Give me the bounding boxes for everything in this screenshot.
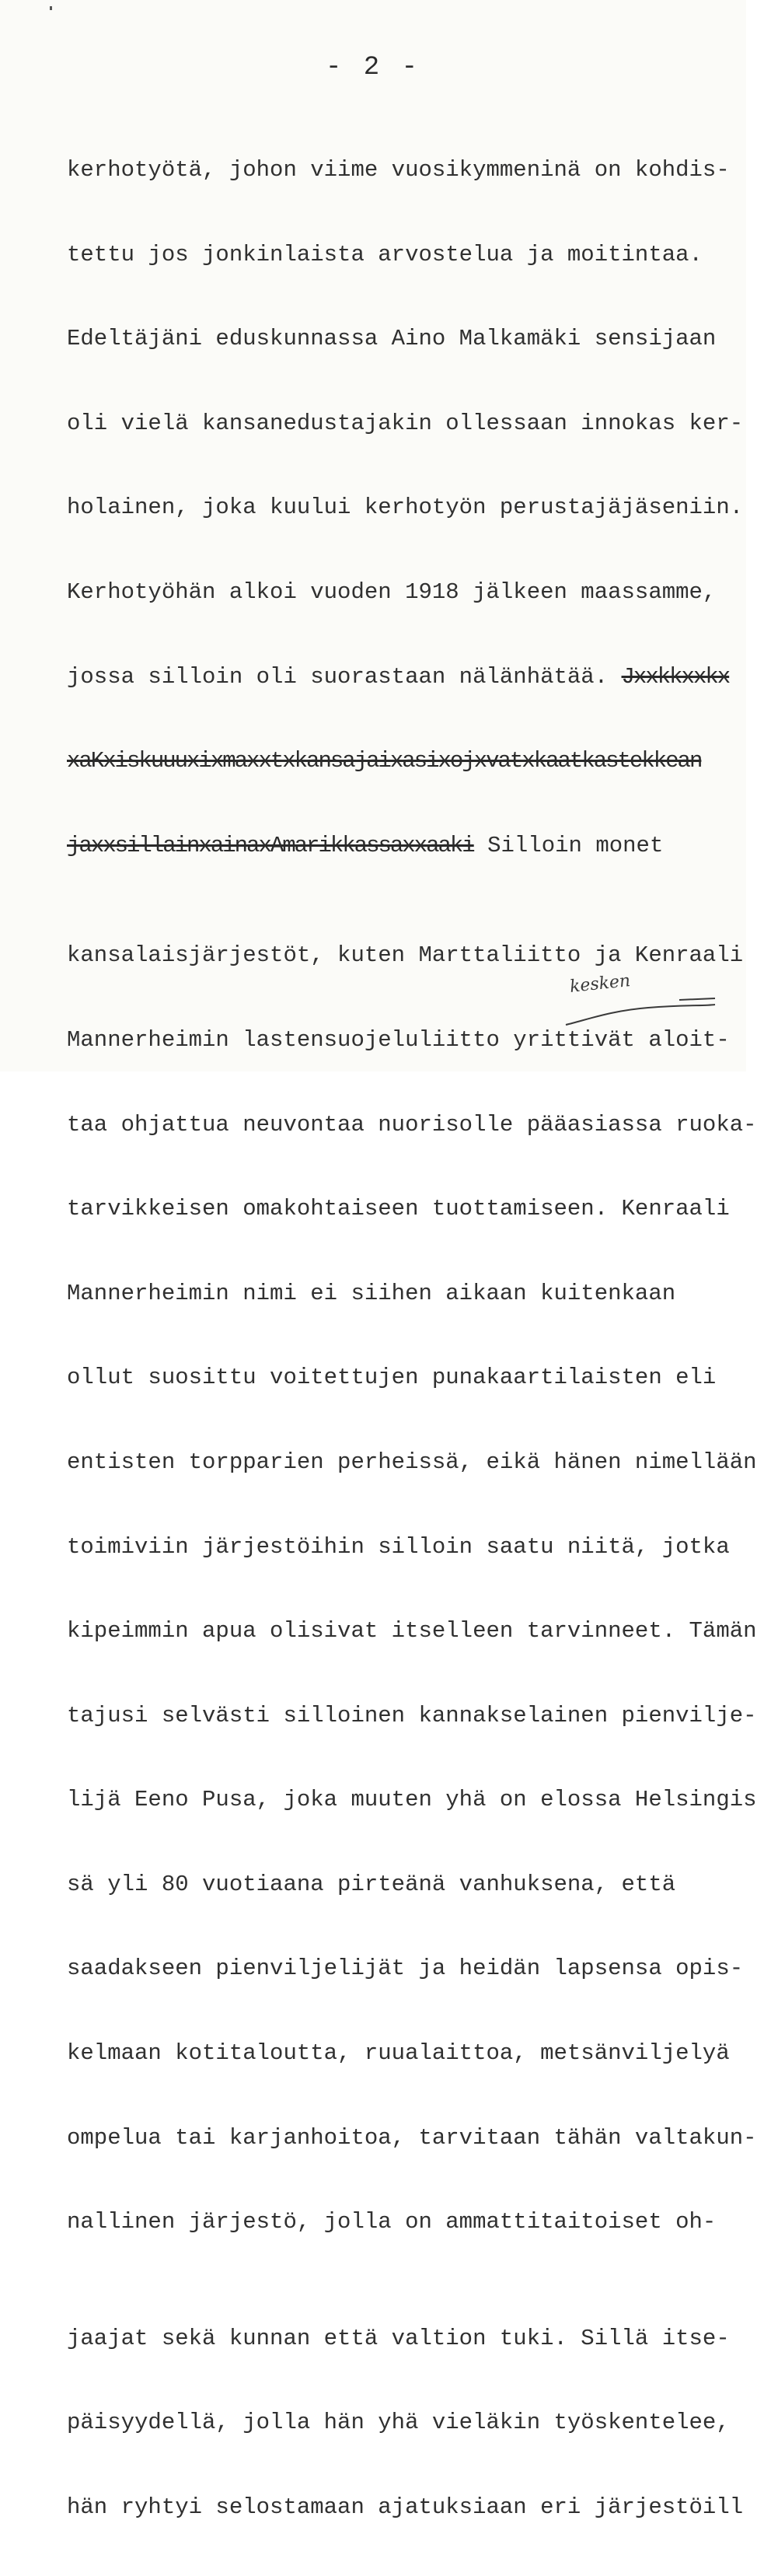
text-line: ompelua tai karjanhoitoa, tarvitaan tähän valtakun-	[67, 2124, 757, 2151]
text-line: kelmaan kotitaloutta, ruualaittoa, metsänviljelyä	[67, 2040, 730, 2067]
text-line: nallinen järjestö, jolla on ammattitaitoiset oh-	[67, 2209, 717, 2235]
text-line: tarvikkeisen omakohtaiseen tuottamiseen. Kenraali	[67, 1196, 730, 1222]
text-line: jaajat sekä kunnan että valtion tuki. Sillä itse-	[67, 2325, 730, 2351]
text-line: Kerhotyöhän alkoi vuoden 1918 jälkeen maassamme,	[67, 578, 717, 605]
corner-mark	[50, 6, 52, 10]
typed-text-body	[67, 103, 757, 2576]
text-segment: jossa silloin oli suorastaan nälänhätää.	[67, 663, 609, 690]
text-line: taa ohjattua neuvontaa nuorisolle pääasiassa ruoka-	[67, 1111, 757, 1138]
text-line: tettu jos jonkinlaista arvostelua ja moitintaa.	[67, 241, 703, 267]
text-line: kansalaisjärjestöt, kuten Marttaliitto ja Kenraali	[67, 942, 744, 969]
text-line: ollut suosittu voitettujen punakaartilaisten eli	[67, 1365, 717, 1391]
text-line: holainen, joka kuului kerhotyön perustajäjäseniin.	[67, 495, 744, 521]
text-line: lijä Eeno Pusa, joka muuten yhä on elossa Helsingis	[67, 1787, 757, 1813]
handwritten-pen-stroke	[563, 997, 718, 1028]
text-line-with-strike	[67, 661, 751, 694]
text-line: kerhotyötä, johon viime vuosikymmeninä on kohdis-	[67, 157, 730, 183]
text-line: kipeimmin apua olisivat itselleen tarvinneet. Tämän	[67, 1618, 757, 1645]
text-line: entisten torpparien perheissä, eikä hänen nimellään	[67, 1449, 757, 1475]
text-line-with-strike	[67, 830, 751, 863]
text-line: tajusi selvästi silloinen kannakselainen pienvilje-	[67, 1702, 757, 1728]
struck-out-text: xaKxiskuuuxixmaxxtxkansajaixasixojxvatxkaatkastekkean	[67, 748, 702, 774]
text-line: päisyydellä, jolla hän yhä vieläkin työskentelee,	[67, 2410, 730, 2436]
text-line: Mannerheimin nimi ei siihen aikaan kuitenkaan	[67, 1280, 676, 1306]
page-number: - 2 -	[325, 53, 421, 82]
text-line: oli vielä kansanedustajakin ollessaan innokas ker-	[67, 410, 744, 436]
handwritten-note: kesken	[568, 970, 632, 998]
text-line: saadakseen pienviljelijät ja heidän lapsensa opis-	[67, 1956, 744, 1982]
text-line: hän ryhtyi selostamaan ajatuksiaan eri järjestöill	[67, 2494, 744, 2521]
text-line: Edeltäjäni eduskunnassa Aino Malkamäki sensijaan	[67, 326, 717, 352]
text-segment: Silloin monet	[473, 832, 664, 858]
struck-out-text: jaxxsillainxainaxAmarikkassaxxaaki	[67, 832, 474, 858]
struck-out-text: Jxxkkxxkx	[621, 663, 730, 690]
text-line: toimiviin järjestöihin silloin saatu niitä, jotka	[67, 1533, 730, 1560]
text-line: Mannerheimin lastensuojeluliitto yrittivät aloit-	[67, 1026, 730, 1053]
struck-out-line	[67, 745, 751, 778]
text-line: sä yli 80 vuotiaana pirteänä vanhuksena, että	[67, 1871, 676, 1897]
